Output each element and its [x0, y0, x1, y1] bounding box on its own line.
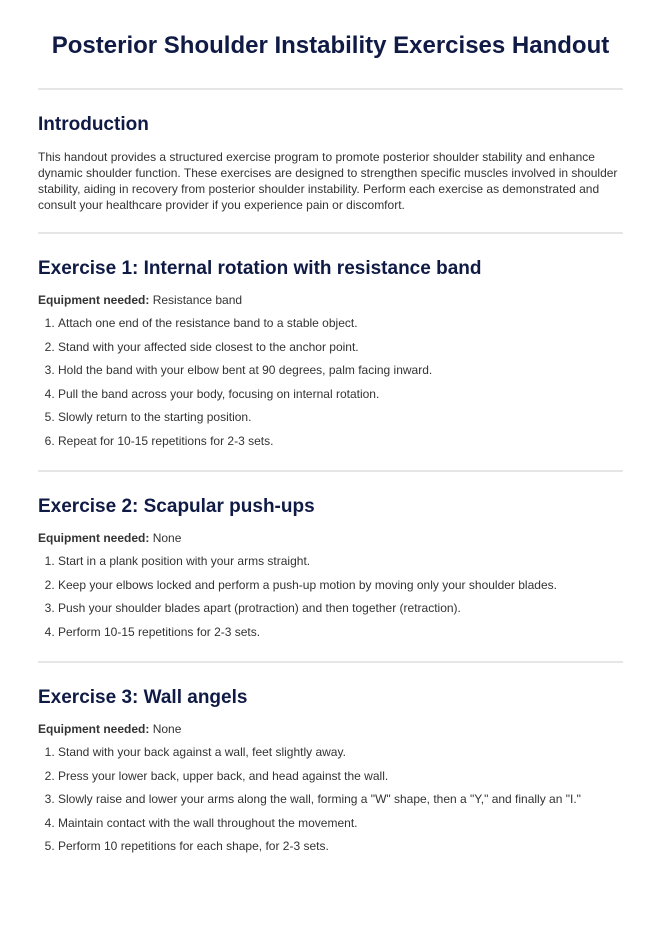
list-item: 2. Stand with your affected side closest to the anchor point. [58, 340, 623, 354]
equipment-value: Resistance band [152, 293, 243, 307]
exercise-section [38, 472, 623, 661]
equipment-value: None [152, 722, 182, 736]
equipment-label: Equipment needed: [38, 722, 150, 736]
equipment-label: Equipment needed: [38, 293, 150, 307]
page-title: Posterior Shoulder Instability Exercises Handout [51, 32, 610, 59]
list-item: 4. Perform 10-15 repetitions for 2-3 sets. [58, 625, 623, 639]
equipment-line [38, 722, 623, 736]
equipment-value: None [152, 531, 182, 545]
list-item: 1. Attach one end of the resistance band to a stable object. [58, 316, 623, 330]
intro-text: This handout provides a structured exercise program to promote posterior shoulder stability and enhance dynamic shoulder function. These exercises are designed to strengthen specific muscles involved in shoulder stability, aiding in recovery from posterior shoulder instability. Perform each exercise as demonstrated and consult your healthcare provider if you experience pain or discomfort. [38, 150, 618, 212]
list-item: 2. Press your lower back, upper back, and head against the wall. [58, 769, 623, 783]
list-item: 3. Hold the band with your elbow bent at 90 degrees, palm facing inward. [58, 363, 623, 377]
list-item: 6. Repeat for 10-15 repetitions for 2-3 sets. [58, 434, 623, 448]
list-item: 3. Push your shoulder blades apart (protraction) and then together (retraction). [58, 601, 623, 615]
equipment-line [38, 293, 623, 307]
exercise-heading: Exercise 2: Scapular push-ups [38, 496, 315, 517]
list-item: 3. Slowly raise and lower your arms along the wall, forming a "W" shape, then a "Y," and finally an "I." [58, 792, 623, 806]
steps-list [38, 316, 623, 448]
exercise-section [38, 663, 623, 876]
exercise-heading: Exercise 3: Wall angels [38, 687, 248, 708]
list-item: 5. Perform 10 repetitions for each shape, for 2-3 sets. [58, 839, 623, 853]
steps-list [38, 745, 623, 853]
list-item: 2. Keep your elbows locked and perform a push-up motion by moving only your shoulder blades. [58, 578, 623, 592]
exercise-section [38, 234, 623, 470]
equipment-line [38, 531, 623, 545]
exercise-heading: Exercise 1: Internal rotation with resistance band [38, 258, 482, 279]
list-item: 4. Maintain contact with the wall throughout the movement. [58, 816, 623, 830]
list-item: 4. Pull the band across your body, focusing on internal rotation. [58, 387, 623, 401]
list-item: 1. Start in a plank position with your arms straight. [58, 554, 623, 568]
section-heading: Introduction [38, 114, 149, 135]
equipment-label: Equipment needed: [38, 531, 150, 545]
list-item: 5. Slowly return to the starting position. [58, 410, 623, 424]
list-item: 1. Stand with your back against a wall, feet slightly away. [58, 745, 623, 759]
steps-list [38, 554, 623, 639]
introduction-section [38, 90, 623, 232]
